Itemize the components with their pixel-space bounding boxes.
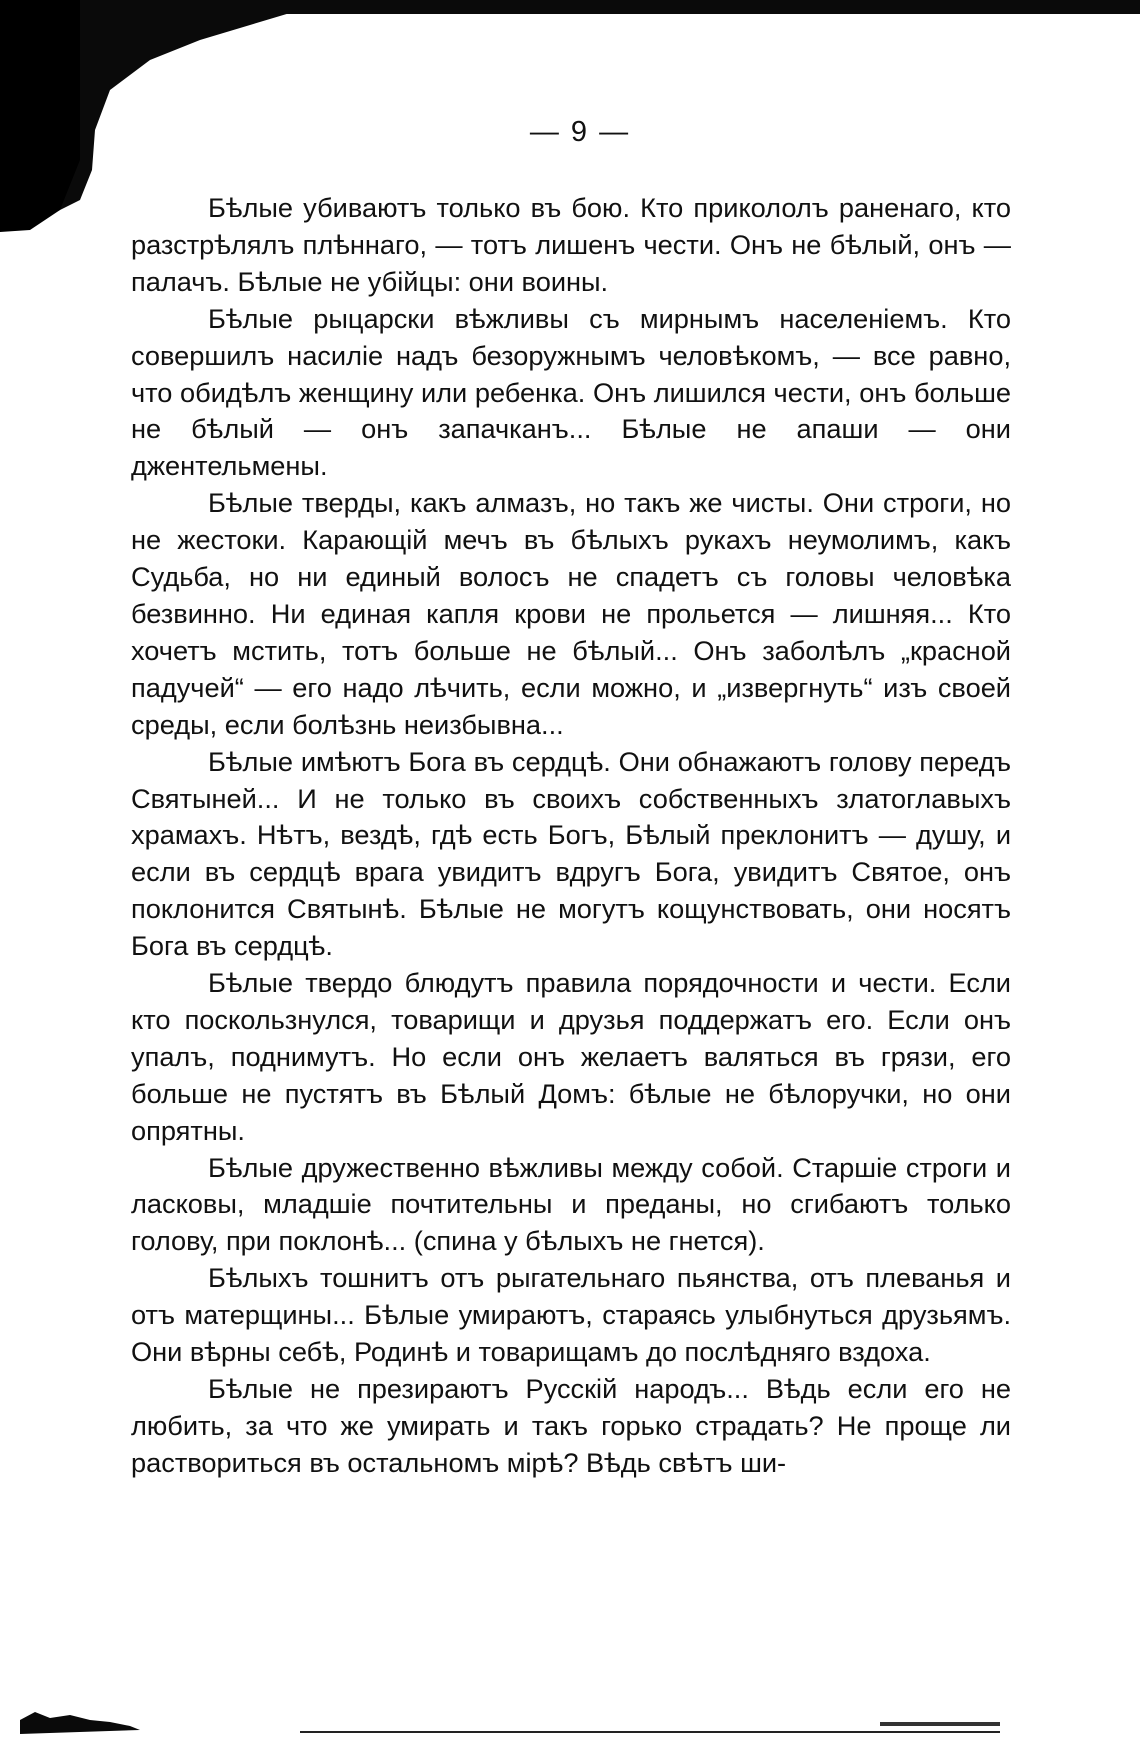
paragraph: Бѣлыхъ тошнитъ отъ рыгательнаго пьянства, отъ плеванья и отъ матерщины... Бѣлые умираютъ, стараясь улыбнуться друзьямъ. Они вѣрны себѣ, Родинѣ и товарищамъ до послѣдняго вздоха. [131, 1262, 1011, 1368]
paragraph: Бѣлые твердо блюдутъ правила порядочности и чести. Если кто поскользнулся, товарищи и друзья поддержатъ его. Если онъ упалъ, поднимутъ. Но если онъ желаетъ валяться въ грязи, его больше не пустятъ въ Бѣлый Домъ: бѣлые не бѣлоручки, но они опрятны. [131, 967, 1011, 1146]
paragraph: Бѣлые убиваютъ только въ бою. Кто прикололъ раненаго, кто разстрѣлялъ плѣннаго, — тотъ лишенъ чести. Онъ не бѣлый, онъ — палачъ. Бѣлые не убійцы: они воины. [131, 192, 1011, 297]
paragraph: Бѣлые рыцарски вѣжливы съ мирнымъ населеніемъ. Кто совершилъ насиліе надъ безоружнымъ человѣкомъ, — все равно, что обидѣлъ женщину или ребенка. Онъ лишился чести, онъ больше не бѣлый — онъ запачканъ... Бѣлые не апаши — они джентельмены. [131, 302, 1011, 482]
page-number: — 9 — [529, 116, 631, 148]
paragraph: Бѣлые тверды, какъ алмазъ, но такъ же чисты. Они строги, но не жестоки. Карающій мечъ въ бѣлыхъ рукахъ неумолимъ, какъ Судьба, но ни единый волосъ не спадетъ съ головы человѣка безвинно. Ни единая капля крови не прольется — лишняя... Кто хочетъ мстить, тотъ больше не бѣлый... Онъ заболѣлъ „красной падучей“ — его надо лѣчить, если можно, и „извергнуть“ изъ своей среды, если болѣзнь неизбывна... [131, 487, 1011, 740]
scan-edge-artifact-bottom [0, 1700, 1140, 1742]
document-body [131, 190, 1011, 1482]
paragraph: Бѣлые дружественно вѣжливы между собой. Старшіе строги и ласковы, младшіе почтительны и преданы, но сгибаютъ только голову, при поклонѣ... (спина у бѣлыхъ не гнется). [131, 1151, 1011, 1257]
paragraph: Бѣлые не презираютъ Русскій народъ... Вѣдь если его не любить, за что же умирать и такъ горько страдать? Не проще ли раствориться въ остальномъ мірѣ? Вѣдь свѣтъ ши- [131, 1373, 1011, 1478]
paragraph: Бѣлые имѣютъ Бога въ сердцѣ. Они обнажаютъ голову передъ Святыней... И не только въ своихъ собственныхъ златоглавыхъ храмахъ. Нѣтъ, вездѣ, гдѣ есть Богъ, Бѣлый преклонитъ — душу, и если въ сердцѣ врага увидитъ вдругъ Бога, увидитъ Святое, онъ поклонится Святынѣ. Бѣлые не могутъ кощунствовать, они носятъ Бога въ сердцѣ. [131, 745, 1011, 962]
